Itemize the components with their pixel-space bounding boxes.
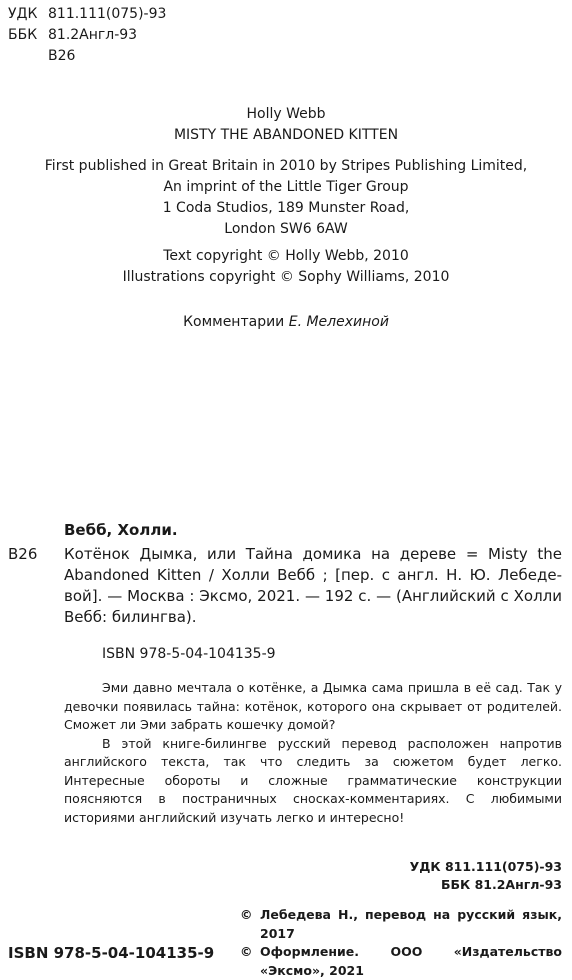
commentary-editor: Е. Мелехиной [288,314,389,330]
copyright-block [240,906,562,980]
bbk-label: ББК [8,27,38,43]
text-copyright: Text copyright © Holly Webb, 2010 [163,248,409,264]
entry-isbn: ISBN 978-5-04-104135-9 [102,646,276,662]
illustrations-copyright: Illustrations copyright © Sophy Williams, 2010 [122,269,450,285]
udk-label: УДК [8,6,38,22]
udk-right-udk: УДК 811.111(075)-93 [409,859,562,874]
bbk-line [8,25,166,46]
annotation [64,679,562,827]
classification-block [8,4,166,67]
commentary-line [0,312,572,333]
isbn-bottom: ISBN 978-5-04-104135-9 [8,944,215,962]
publisher-line: London SW6 6AW [224,221,348,237]
entry-author: Вебб, Холли. [64,521,178,539]
bbk-value: 81.2Англ-93 [48,27,138,43]
copyright-symbol: © [240,907,253,922]
entry-code: В26 [8,545,38,563]
copyright-row [240,943,562,980]
publisher-block [0,156,572,240]
author-code: В26 [48,48,76,64]
entry-text: Котёнок Дымка, или Тайна домика на дереве = Misty the Abandoned Kitten / Холли Вебб ; [пер. с англ. Н. Ю. Лебедевой]. — Москва : Эксмо, 2021. — 192 с. — (Английский с Холли Вебб: билингва). [64,545,562,626]
publisher-line: 1 Coda Studios, 189 Munster Road, [162,200,410,216]
copyright-text: Оформление. ООО «Издательство «Эксмо», 2021 [260,944,562,978]
original-copyright-block [0,246,572,288]
original-edition-block [0,104,572,146]
original-title: MISTY THE ABANDONED KITTEN [173,127,399,143]
annotation-paragraph: В этой книге-билингве русский перевод расположен напротив английского текста, так что следить за сюжетом будет легко. Интересные обороты и сложные грамматические конструкции поясняются в постраничных сносках-комментариях. С любимыми историями английский изучать легко и интересно! [64,735,562,825]
udk-value: 811.111(075)-93 [48,6,167,22]
copyright-symbol: © [240,944,253,959]
author-code-line [8,46,166,67]
original-author: Holly Webb [246,106,326,122]
udk-right-block [410,858,562,894]
udk-line [8,4,166,25]
publisher-line: An imprint of the Little Tiger Group [163,179,409,195]
publisher-line: First published in Great Britain in 2010 by Stripes Publishing Limited, [44,158,528,174]
commentary-label: Комментарии [183,314,285,330]
copyright-text: Лебедева Н., перевод на русский язык, 2017 [260,907,562,941]
udk-right-bbk: ББК 81.2Англ-93 [440,877,562,892]
copyright-row [240,906,562,943]
annotation-paragraph: Эми давно мечтала о котёнке, а Дымка сама пришла в её сад. Так у девочки появилась тайна: котёнок, которого она скрывает от родителей. Сможет ли Эми забрать кошечку домой? [64,680,562,732]
